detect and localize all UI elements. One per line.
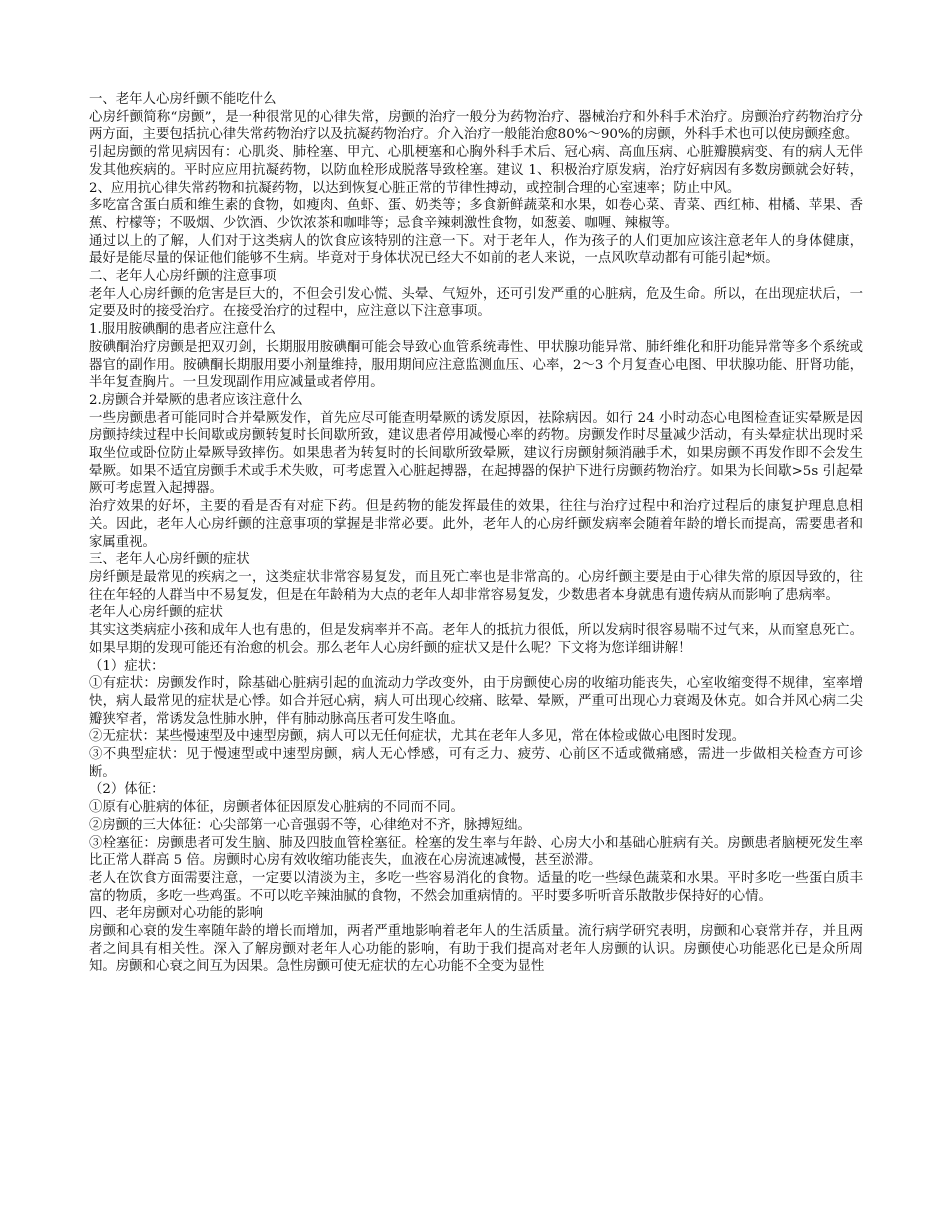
paragraph: 引起房颤的常见病因有：心肌炎、肺栓塞、甲亢、心肌梗塞和心胸外科手术后、冠心病、高血压病、心脏瓣膜病变、有的病人无伴发其他疾病的。平时应应用抗凝药物，以防血栓形成脱落导致栓塞。建议 1、积极治疗原发病，治疗好病因有多数房颤就会好转，2、应用抗心律失常药物和抗凝药物，以达到恢复心脏正常的节律性搏动，或控制合理的心室速率；防止中风。 [89,145,863,196]
subsection-heading: 2.房颤合并晕厥的患者应该注意什么 [89,392,303,408]
paragraph: 老人在饮食方面需要注意，一定要以清淡为主，多吃一些容易消化的食物。适量的吃一些绿色蔬菜和水果。平时多吃一些蛋白质丰富的物质，多吃一些鸡蛋。不可以吃辛辣油腻的食物，不然会加重病情的。平时要多听听音乐散散步保持好的心情。 [89,870,863,904]
paragraph: ③不典型症状：见于慢速型或中速型房颤，病人无心悸感，可有乏力、疲劳、心前区不适或微痛感，需进一步做相关检查方可诊断。 [89,747,863,780]
section-heading: 四、老年房颤对心功能的影响 [89,906,264,922]
paragraph: 心房纤颤简称“房颤”，是一种很常见的心律失常，房颤的治疗一般分为药物治疗、器械治疗和外科手术治疗。房颤治疗药物治疗分两方面，主要包括抗心律失常药物治疗以及抗凝药物治疗。介入治疗一般能治愈80%～90%的房颤，外科手术也可以使房颤痊愈。 [89,109,863,143]
paragraph: ①原有心脏病的体征，房颤者体征因原发心脏病的不同而不同。 [89,800,464,816]
subsection-heading: 老年人心房纤颤的症状 [89,605,223,621]
paragraph: 房纤颤是最常见的疾病之一，这类症状非常容易复发，而且死亡率也是非常高的。心房纤颤主要是由于心律失常的原因导致的，往往在年轻的人群当中不易复发，但是在年龄稍为大点的老年人却非常容易复发，少数患者本身就患有遗传病从而影响了患病率。 [89,569,863,603]
subsection-heading: 1.服用胺碘酮的患者应注意什么 [89,322,276,338]
subsection-heading: （1）症状： [89,658,165,674]
paragraph: 通过以上的了解，人们对于这类病人的饮食应该特别的注意一下。对于老年人，作为孩子的人们更加应该注意老年人的身体健康，最好是能尽量的保证他们能够不生病。毕竟对于身体状况已经大不如前的老人来说，一点风吹草动都有可能引起*烦。 [89,233,863,267]
paragraph: 老年人心房纤颤的危害是巨大的，不但会引发心慌、头晕、气短外，还可引发严重的心脏病，危及生命。所以，在出现症状后，一定要及时的接受治疗。在接受治疗的过程中，应注意以下注意事项。 [89,286,863,320]
section-heading: 二、老年人心房纤颤的注意事项 [89,269,277,285]
paragraph: 其实这类病症小孩和成年人也有患的，但是发病率并不高。老年人的抵抗力很低，所以发病时很容易喘不过气来，从而窒息死亡。如果早期的发现可能还有治愈的机会。那么老年人心房纤颤的症状又是什么呢？下文将为您详细讲解！ [89,623,863,656]
paragraph: ②无症状：某些慢速型及中速型房颤，病人可以无任何症状，尤其在老年人多见，常在体检或做心电图时发现。 [89,729,746,745]
paragraph: ①有症状：房颤发作时，除基础心脏病引起的血流动力学改变外，由于房颤使心房的收缩功能丧失，心室收缩变得不规律，室率增快，病人最常见的症状是心悸。如合并冠心病，病人可出现心绞痛、眩晕、晕厥，严重可出现心力衰竭及休克。如合并风心病二尖瓣狭窄者，常诱发急性肺水肿，伴有肺动脉高压者可发生咯血。 [89,676,863,727]
paragraph: 房颤和心衰的发生率随年龄的增长而增加，两者严重地影响着老年人的生活质量。流行病学研究表明，房颤和心衰常并存，并且两者之间具有相关性。深入了解房颤对老年人心功能的影响，有助于我们提高对老年人房颤的认识。房颤使心功能恶化已是众所周知。房颤和心衰之间互为因果。急性房颤可使无症状的左心功能不全变为显性 [89,924,863,975]
section-heading: 一、老年人心房纤颤不能吃什么 [89,92,277,107]
paragraph: 多吃富含蛋白质和维生素的食物，如瘦肉、鱼虾、蛋、奶类等；多食新鲜蔬菜和水果，如卷心菜、青菜、西红柿、柑橘、苹果、香蕉、柠檬等；不吸烟、少饮酒、少饮浓茶和咖啡等；忌食辛辣刺激性食物，如葱姜、咖喱、辣椒等。 [89,198,863,231]
paragraph: 胺碘酮治疗房颤是把双刃剑，长期服用胺碘酮可能会导致心血管系统毒性、甲状腺功能异常、肺纤维化和肝功能异常等多个系统或器官的副作用。胺碘酮长期服用要小剂量维持，服用期间应注意监测血压、心率，2～3 个月复查心电图、甲状腺功能、肝肾功能，半年复查胸片。一旦发现副作用应减量或者停用。 [89,339,863,391]
paragraph: ③栓塞征：房颤患者可发生脑、肺及四肢血管栓塞征。栓塞的发生率与年龄、心房大小和基础心脏病有关。房颤患者脑梗死发生率比正常人群高 5 倍。房颤时心房有效收缩功能丧失，血液在心房流速减慢，甚至淤滞。 [89,835,863,869]
document-page [89,91,863,976]
subsection-heading: （2）体征： [89,782,165,798]
paragraph: 一些房颤患者可能同时合并晕厥发作，首先应尽可能查明晕厥的诱发原因，祛除病因。如行 24 小时动态心电图检查证实晕厥是因房颤持续过程中长间歇或房颤转复时长间歇所致，建议患者停用减慢心率的药物。房颤发作时尽量减少活动，有头晕症状出现时采取坐位或卧位防止晕厥导致摔伤。如果患者为转复时的长间歇所致晕厥，建议行房颤射频消融手术，如果房颤不再发作即不会发生晕厥。如果不适宜房颤手术或手术失败，可考虑置入心脏起搏器，在起搏器的保护下进行房颤药物治疗。如果为长间歇>5s 引起晕厥可考虑置入起搏器。 [89,410,863,497]
section-heading: 三、老年人心房纤颤的症状 [89,552,250,568]
paragraph: 治疗效果的好坏，主要的看是否有对症下药。但是药物的能发挥最佳的效果，往往与治疗过程中和治疗过程后的康复护理息息相关。因此，老年人心房纤颤的注意事项的掌握是非常必要。此外，老年人的心房纤颤发病率会随着年龄的增长而提高，需要患者和家属重视。 [89,499,863,550]
paragraph: ②房颤的三大体征：心尖部第一心音强弱不等，心律绝对不齐，脉搏短绌。 [89,817,531,833]
